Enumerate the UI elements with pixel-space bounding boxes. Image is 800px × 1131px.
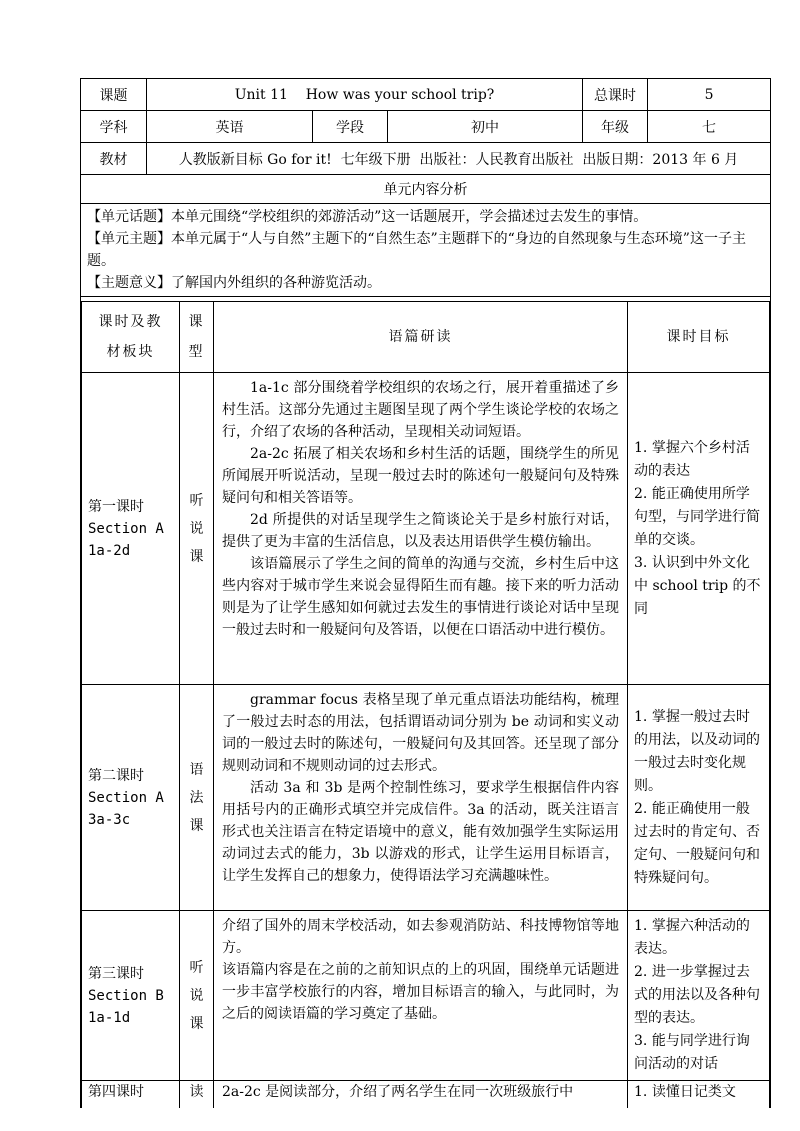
type-text: 语法课 xyxy=(189,761,204,834)
type-cell-4 xyxy=(180,1081,214,1109)
type-cell-1 xyxy=(180,373,214,685)
lesson-cell-2 xyxy=(82,685,180,911)
goal-item: 2. 能正确使用一般过去时的肯定句、否定句、一般疑问句和特殊疑问句。 xyxy=(634,800,761,886)
lesson-section: Section A xyxy=(88,520,164,537)
type-text: 听说课 xyxy=(189,492,204,565)
col-type-header xyxy=(180,302,214,373)
reading-paragraph: 活动 3a 和 3b 是两个控制性练习，要求学生根据信件内容用括号内的正确形式填空并完成信件。3a 的活动，既关注语言形式也关注语言在特定语境中的意义，能有效加强学生实际运用动词过去式的能力，3b 以游戏的形式，让学生运用目标语言，让学生发挥自己的想象力，使得语法学习充满趣味性。 xyxy=(222,780,620,884)
goal-item: 1. 掌握一般过去时的用法，以及动词的一般过去时变化规则。 xyxy=(634,708,761,794)
reading-cell-2 xyxy=(214,685,628,911)
goal-item: 1. 读懂日记类文 xyxy=(634,1084,736,1100)
textbook-label: 教材 xyxy=(81,143,147,175)
lesson-section: Section B xyxy=(88,987,164,1004)
reading-paragraph: grammar focus 表格呈现了单元重点语法功能结构，梳理了一般过去时态的用法，包括谓语动词分别为 be 动词和实义动词的一般过去时的陈述句，一般疑问句及其回答。还呈现了部分规则动词和不规则动词的过去形式。 xyxy=(222,692,620,774)
lesson-name: 第一课时 xyxy=(88,498,144,515)
goal-item: 3. 能与同学进行询问活动的对话 xyxy=(634,1033,750,1072)
lesson-section: Section A xyxy=(88,789,164,806)
total-hours-value: 5 xyxy=(648,79,771,111)
analysis-block xyxy=(81,204,771,297)
lesson-name: 第四课时 xyxy=(88,1084,144,1100)
col-reading-header: 语篇研读 xyxy=(214,302,628,373)
stage-value: 初中 xyxy=(388,111,583,143)
type-text: 读 xyxy=(189,1084,204,1100)
grade-label: 年级 xyxy=(583,111,648,143)
goals-cell-1 xyxy=(628,373,770,685)
reading-cell-4 xyxy=(214,1081,628,1109)
goal-item: 1. 掌握六个乡村活动的表达 xyxy=(634,439,750,479)
grade-value: 七 xyxy=(648,111,771,143)
lesson-plan-page xyxy=(80,78,770,1108)
reading-paragraph: 该语篇内容是在之前的之前知识点的上的巩固，围绕单元话题进一步丰富学校旅行的内容，增加目标语言的输入，与此同时，为之后的阅读语篇的学习奠定了基础。 xyxy=(222,962,620,1022)
goals-cell-4 xyxy=(628,1081,770,1109)
reading-paragraph: 2d 所提供的对话呈现学生之简谈论关于是乡村旅行对话，提供了更为丰富的生活信息，以及表达用语供学生模仿输出。 xyxy=(222,512,620,550)
lesson-cell-4 xyxy=(82,1081,180,1109)
topic-label: 课题 xyxy=(81,79,147,111)
header-table xyxy=(80,78,771,1108)
goal-item: 2. 进一步掌握过去式的用法以及各种句型的表达。 xyxy=(634,964,761,1026)
lesson-range: 3a-3c xyxy=(88,811,131,828)
subject-label: 学科 xyxy=(81,111,147,143)
reading-cell-3 xyxy=(214,911,628,1081)
unit-theme: 【单元主题】本单元属于“人与自然”主题下的“自然生态”主题群下的“身边的自然现象与生态环境”这一子主题。 xyxy=(87,231,746,269)
analysis-title: 单元内容分析 xyxy=(81,175,771,204)
goal-item: 2. 能正确使用所学句型，与同学进行简单的交谈。 xyxy=(634,485,761,548)
goals-cell-2 xyxy=(628,685,770,911)
col-lesson-header-text: 课时及教材板块 xyxy=(98,314,163,360)
reading-paragraph: 2a-2c 是阅读部分，介绍了两名学生在同一次班级旅行中 xyxy=(222,1084,574,1100)
goals-cell-3 xyxy=(628,911,770,1081)
theme-meaning: 【主题意义】了解国内外组织的各种游览活动。 xyxy=(87,275,381,291)
goal-item: 3. 认识到中外文化中 school trip 的不同 xyxy=(634,554,761,617)
topic-value: Unit 11 How was your school trip? xyxy=(147,79,583,111)
reading-cell-1 xyxy=(214,373,628,685)
col-type-header-text: 课型 xyxy=(188,314,205,360)
textbook-value: 人教版新目标 Go for it! 七年级下册 出版社：人民教育出版社 出版日期：2013 年 6 月 xyxy=(147,143,771,175)
reading-paragraph: 2a-2c 拓展了相关农场和乡村生活的话题，围绕学生的所见所闻展开听说活动，呈现一般过去时的陈述句一般疑问句及特殊疑问句和相关答语等。 xyxy=(222,446,620,506)
reading-paragraph: 1a-1c 部分围绕着学校组织的农场之行，展开着重描述了乡村生活。这部分先通过主题图呈现了两个学生谈论学校的农场之行，介绍了农场的各种活动，呈现相关动词短语。 xyxy=(222,380,620,440)
lesson-table-cell xyxy=(81,297,771,1109)
lesson-name: 第二课时 xyxy=(88,767,144,784)
col-goals-header: 课时目标 xyxy=(628,302,770,373)
lesson-range: 1a-1d xyxy=(88,1009,131,1026)
type-cell-2 xyxy=(180,685,214,911)
lesson-range: 1a-2d xyxy=(88,542,131,559)
lesson-cell-1 xyxy=(82,373,180,685)
goal-item: 1. 掌握六种活动的表达。 xyxy=(634,918,750,957)
lesson-name: 第三课时 xyxy=(88,965,144,982)
unit-topic: 【单元话题】本单元围绕“学校组织的郊游活动”这一话题展开，学会描述过去发生的事情。 xyxy=(87,209,648,225)
lesson-table xyxy=(81,301,770,1108)
total-hours-label: 总课时 xyxy=(583,79,648,111)
stage-label: 学段 xyxy=(313,111,388,143)
subject-value: 英语 xyxy=(147,111,313,143)
lesson-cell-3 xyxy=(82,911,180,1081)
col-lesson-header xyxy=(82,302,180,373)
reading-paragraph: 该语篇展示了学生之间的简单的沟通与交流，乡村生后中这些内容对于城市学生来说会显得陌生而有趣。接下来的听力活动则是为了让学生感知如何就过去发生的事情进行谈论对话中呈现一般过去时和一般疑问句及答语，以便在口语活动中进行模仿。 xyxy=(222,556,620,638)
reading-paragraph: 介绍了国外的周末学校活动，如去参观消防站、科技博物馆等地方。 xyxy=(222,918,620,956)
type-cell-3 xyxy=(180,911,214,1081)
type-text: 听说课 xyxy=(189,959,204,1032)
